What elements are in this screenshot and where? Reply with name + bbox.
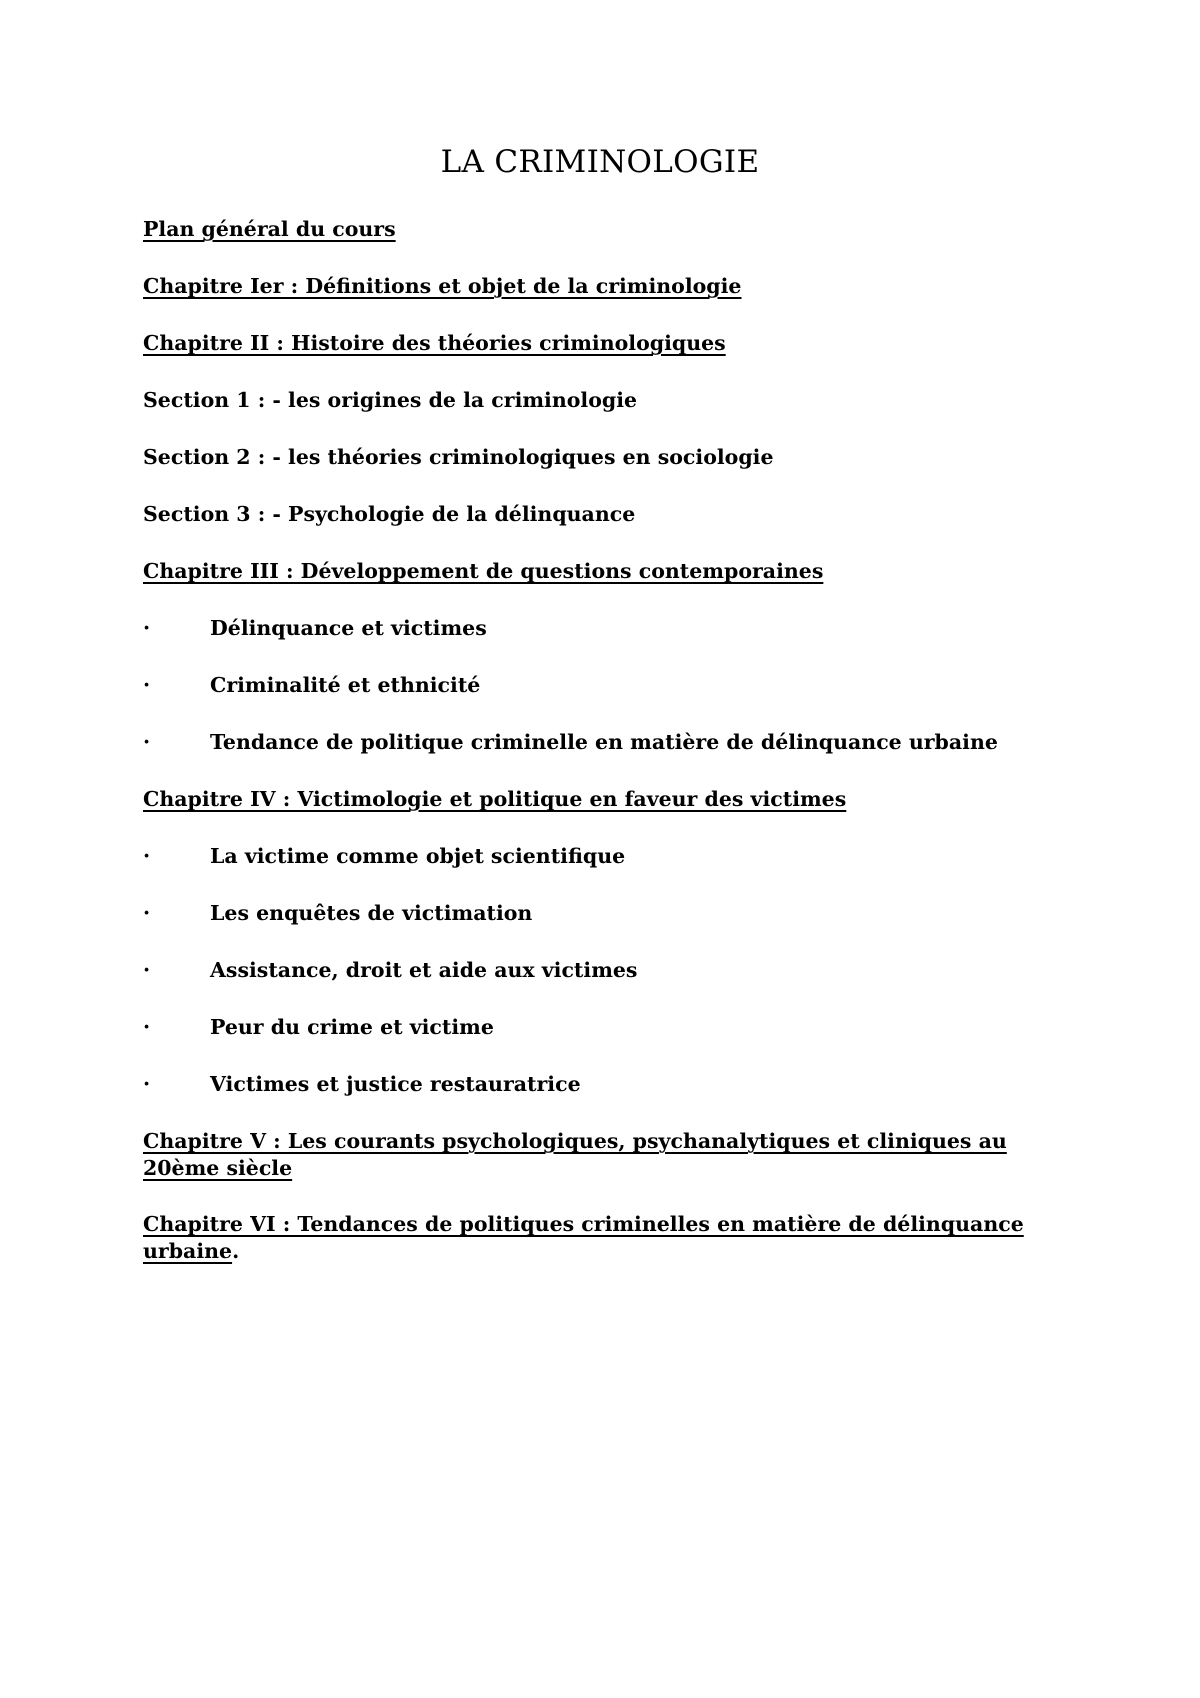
bullet-glyph: · xyxy=(143,673,151,697)
chapter-4-item: Victimes et justice restauratrice xyxy=(210,1072,581,1096)
chapter-6-heading: Chapitre VI : Tendances de politiques criminelles en matière de délinquance urbaine xyxy=(143,1212,1024,1263)
document-title: LA CRIMINOLOGIE xyxy=(440,144,760,180)
bullet-glyph: · xyxy=(143,616,151,640)
bullet-glyph: · xyxy=(143,901,151,925)
bullet-glyph: · xyxy=(143,958,151,982)
chapter-4-item: Les enquêtes de victimation xyxy=(210,901,533,925)
chapter-3-item: Criminalité et ethnicité xyxy=(210,673,481,697)
chapter-5-heading: Chapitre V : Les courants psychologiques, psychanalytiques et cliniques au 20ème siècle xyxy=(143,1129,1007,1180)
chapter-3-item: Délinquance et victimes xyxy=(210,616,487,640)
bullet-glyph: · xyxy=(143,1015,151,1039)
bullet-glyph: · xyxy=(143,844,151,868)
plan-heading: Plan général du cours xyxy=(143,217,396,241)
chapter-4-item: Peur du crime et victime xyxy=(210,1015,494,1039)
chapter-3-item: Tendance de politique criminelle en matière de délinquance urbaine xyxy=(210,730,998,754)
bullet-glyph: · xyxy=(143,730,151,754)
section-1: Section 1 : - les origines de la criminologie xyxy=(143,388,638,412)
chapter-2-heading: Chapitre II : Histoire des théories criminologiques xyxy=(143,331,726,355)
chapter-3-heading: Chapitre III : Développement de questions contemporaines xyxy=(143,559,824,583)
section-2: Section 2 : - les théories criminologiques en sociologie xyxy=(143,445,774,469)
bullet-glyph: · xyxy=(143,1072,151,1096)
chapter-6-block xyxy=(143,1211,1073,1265)
chapter-4-item: Assistance, droit et aide aux victimes xyxy=(210,958,638,982)
chapter-1-heading: Chapitre Ier : Définitions et objet de la criminologie xyxy=(143,274,742,298)
chapter-6-period: . xyxy=(232,1239,240,1263)
chapter-4-heading: Chapitre IV : Victimologie et politique en faveur des victimes xyxy=(143,787,847,811)
section-3: Section 3 : - Psychologie de la délinquance xyxy=(143,502,636,526)
chapter-4-item: La victime comme objet scientifique xyxy=(210,844,626,868)
